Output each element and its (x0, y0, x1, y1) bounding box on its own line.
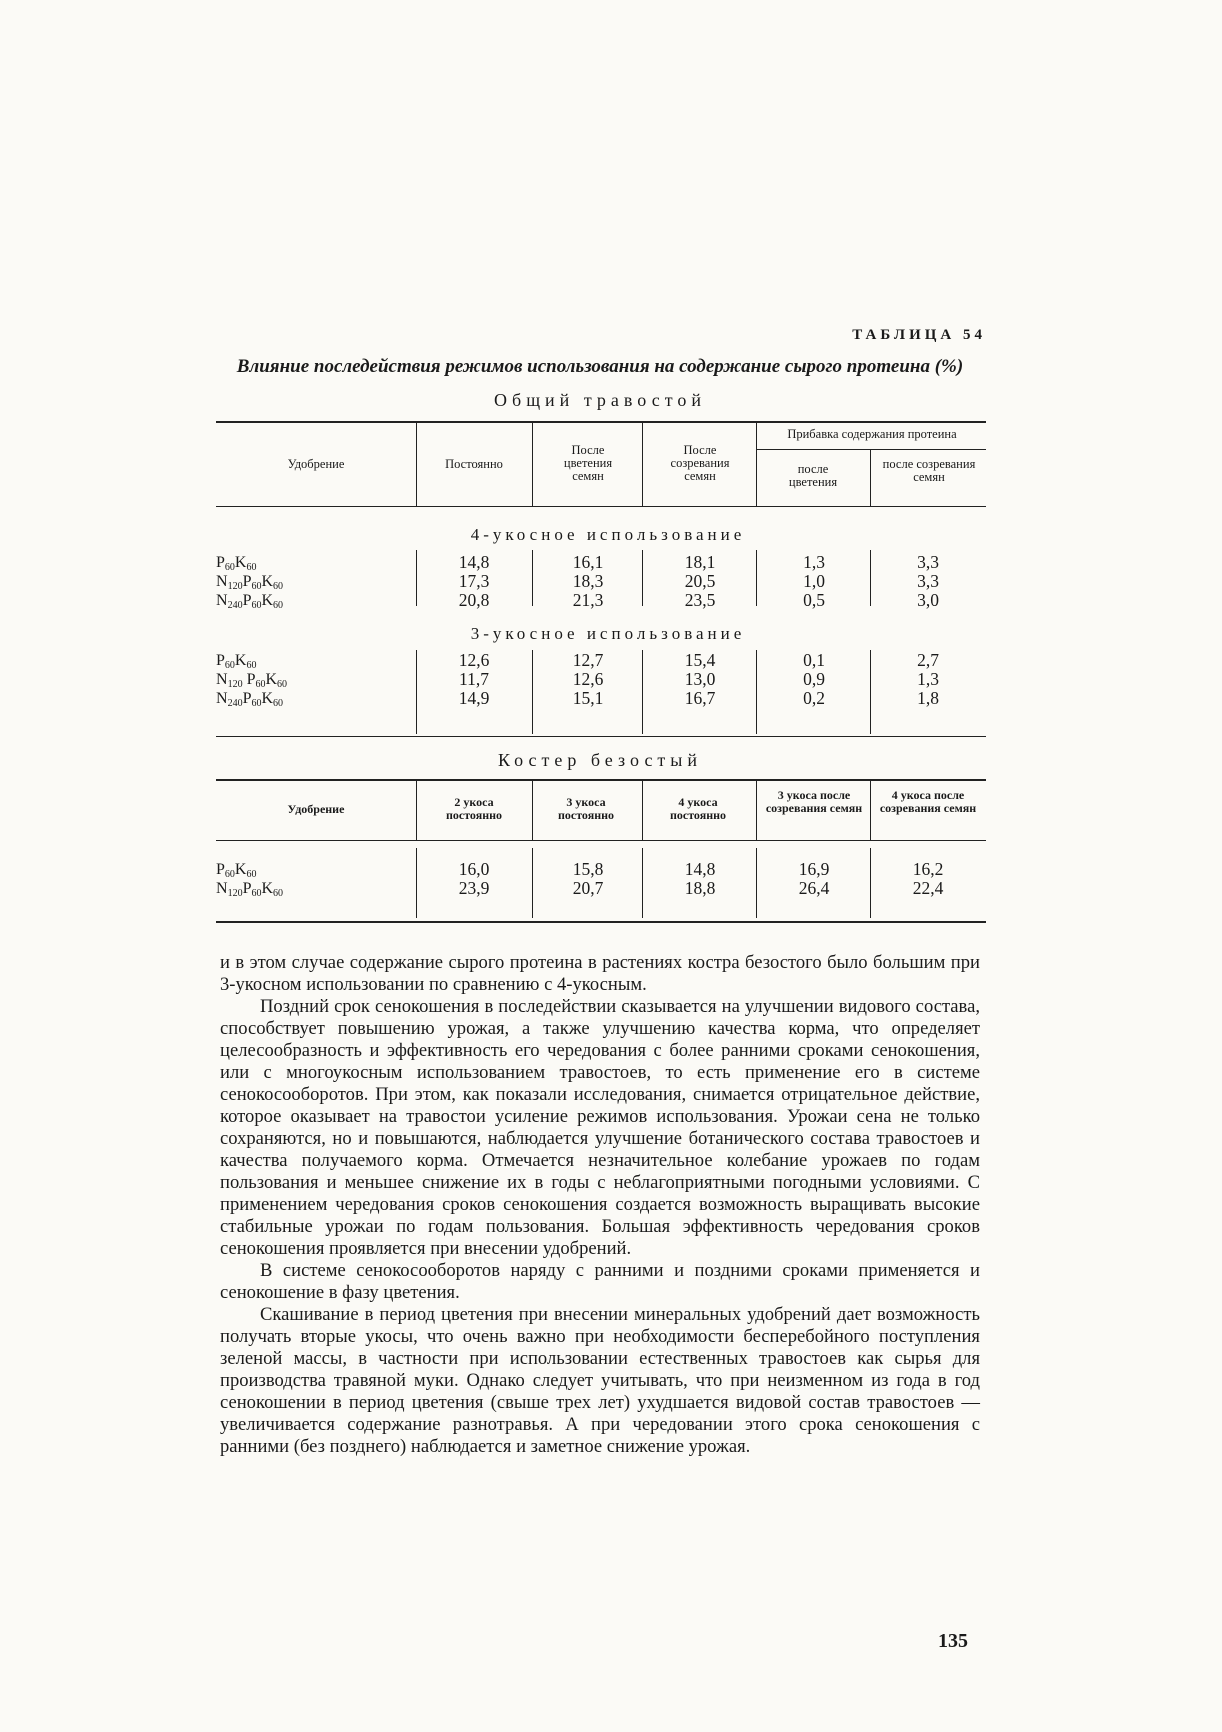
header-3cut-after-ripening: 3 укоса после созревания семян (765, 788, 863, 815)
col-divider (870, 449, 871, 506)
table-cell: 15,4 (684, 650, 716, 670)
col-divider (532, 421, 533, 506)
header-fertilizer: Удобрение (287, 457, 345, 471)
col-divider (416, 848, 417, 918)
table-cell: 14,9 (458, 688, 490, 708)
row-label-n240p60k60: $N_{240}P_{60}K_{60}$ (216, 690, 284, 709)
col-divider (416, 550, 417, 606)
table-cell: 18,3 (572, 571, 604, 591)
row-label-n240p60k60: $N_{240}P_{60}K_{60}$ (216, 592, 284, 611)
table-cell: 16,9 (798, 859, 830, 879)
table-cell: 16,0 (458, 859, 490, 879)
header-fertilizer: Удобрение (287, 802, 345, 816)
col-divider (756, 421, 757, 506)
group-title-3cut: 3-укосное использование (470, 624, 746, 643)
col-divider (416, 421, 417, 506)
table-cell: 18,8 (684, 878, 716, 898)
table-cell: 11,7 (459, 669, 489, 689)
col-divider (870, 650, 871, 734)
table-cell: 21,3 (572, 590, 604, 610)
col-divider (756, 848, 757, 918)
table-label: ТАБЛИЦА 54 (852, 327, 986, 343)
col-divider (642, 779, 643, 840)
table-cell: 20,8 (458, 590, 490, 610)
header-4cut-after-ripening: 4 укоса после созревания семян (879, 788, 977, 815)
increase-group-rule (756, 449, 986, 450)
table-cell: 3,0 (917, 590, 939, 610)
header-increase-group: Прибавка содержания протеина (787, 427, 957, 441)
table-cell: 16,7 (684, 688, 716, 708)
table1-top-rule (216, 421, 986, 423)
header-constant: Постоянно (445, 457, 503, 471)
row-label-p60k60: $P_{60}K_{60}$ (216, 861, 257, 880)
col-divider (642, 421, 643, 506)
table-cell: 12,7 (572, 650, 604, 670)
paragraph: и в этом случае содержание сырого протеина в растениях костра безостого было большим при 3-укосном использовании по сравнению с 4-укосным. (220, 952, 980, 995)
table-cell: 18,1 (684, 552, 716, 572)
table-cell: 20,7 (572, 878, 604, 898)
paragraph: В системе сенокосооборотов наряду с ранними и поздними сроками применяется и сенокошение в фазу цветения. (220, 1260, 980, 1303)
paragraph: Поздний срок сенокошения в последействии сказывается на улучшении видового состава, способствует повышению урожая, а также улучшению качества корма, что определяет целесообразность и эффективность его чередования с более ранними сроками сенокошения, или с многоукосным использованием травостоев, то есть применение его в системе сенокосооборотов. При этом, как показали исследования, снимается отрицательное действие, которое оказывает на травостои усиление режимов использования. Урожаи сена не только сохраняются, но и повышаются, наблюдается улучшение ботанического состава травостоев и качества получаемого корма. Отмечается незначительное колебание урожаев по годам пользования и меньшее снижение их в годы с неблагоприятными погодными условиями. С применением чередования сроков сенокошения создается возможность выращивать высокие стабильные урожаи по годам пользования. Большая эффективность чередования сроков сенокошения проявляется при внесении удобрений. (220, 996, 980, 1259)
col-divider (642, 848, 643, 918)
table2-bottom-rule (216, 921, 986, 923)
table-cell: 0,2 (803, 688, 825, 708)
col-divider (756, 550, 757, 606)
table-cell: 0,1 (803, 650, 825, 670)
col-divider (756, 779, 757, 840)
table-cell: 16,2 (912, 859, 944, 879)
table-cell: 0,5 (803, 590, 825, 610)
header-3cut-constant: 3 укоса постоянно (557, 795, 615, 822)
table-cell: 26,4 (798, 878, 830, 898)
section-title-brome: Костер безостый (497, 750, 703, 770)
table-cell: 15,8 (572, 859, 604, 879)
table2-header-rule (216, 840, 986, 841)
table-cell: 17,3 (458, 571, 490, 591)
table-cell: 2,7 (917, 650, 939, 670)
header-inc-after-flowering: после цветения (788, 462, 838, 489)
body-text (220, 952, 980, 1458)
col-divider (870, 848, 871, 918)
group-title-4cut: 4-укосное использование (470, 525, 746, 544)
row-label-n120p60k60: $N_{120}P_{60}K_{60}$ (216, 573, 284, 592)
table-cell: 23,5 (684, 590, 716, 610)
col-divider (532, 848, 533, 918)
col-divider (532, 650, 533, 734)
table-cell: 3,3 (917, 552, 939, 572)
table-cell: 12,6 (572, 669, 604, 689)
header-after-ripening: После созревания семян (670, 443, 730, 483)
table-cell: 14,8 (458, 552, 490, 572)
row-label-n120p60k60: $N_{120}$ $P_{60}K_{60}$ (216, 671, 288, 690)
row-label-p60k60: $P_{60}K_{60}$ (216, 652, 257, 671)
col-divider (532, 550, 533, 606)
header-4cut-constant: 4 укоса постоянно (669, 795, 727, 822)
table-cell: 23,9 (458, 878, 490, 898)
table-caption: Влияние последействия режимов использования на содержание сырого протеина (%) (236, 356, 964, 377)
table-cell: 14,8 (684, 859, 716, 879)
paragraph: Скашивание в период цветения при внесении минеральных удобрений дает возможность получать вторые укосы, что очень важно при необходимости бесперебойного поступления зеленой массы, в частности при использовании естественных травостоев как сырья для производства травяной муки. Однако следует учитывать, что при неизменном из года в год сенокошении в период цветения (свыше трех лет) ухудшается видовой состав травостоев — увеличивается содержание разнотравья. А при чередовании этого срока сенокошения с ранними (без позднего) наблюдается и заметное снижение урожая. (220, 1304, 980, 1457)
header-after-flowering: После цветения семян (563, 443, 613, 483)
table-cell: 20,5 (684, 571, 716, 591)
header-inc-after-ripening: после созревания семян (882, 457, 976, 484)
header-2cut-constant: 2 укоса постоянно (445, 795, 503, 822)
col-divider (416, 650, 417, 734)
table-cell: 15,1 (572, 688, 604, 708)
row-label-n120p60k60: $N_{120}P_{60}K_{60}$ (216, 880, 284, 899)
row-label-p60k60: $P_{60}K_{60}$ (216, 554, 257, 573)
table-cell: 3,3 (917, 571, 939, 591)
section-title-general: Общий травостой (494, 390, 706, 410)
table-cell: 1,3 (917, 669, 939, 689)
page-number: 135 (938, 1630, 968, 1652)
table-cell: 12,6 (458, 650, 490, 670)
col-divider (870, 779, 871, 840)
col-divider (642, 650, 643, 734)
table1-header-rule (216, 506, 986, 507)
table-cell: 13,0 (684, 669, 716, 689)
table-cell: 22,4 (912, 878, 944, 898)
col-divider (642, 550, 643, 606)
col-divider (756, 650, 757, 734)
col-divider (870, 550, 871, 606)
table-cell: 1,3 (803, 552, 825, 572)
col-divider (532, 779, 533, 840)
table-cell: 1,8 (917, 688, 939, 708)
table-cell: 1,0 (803, 571, 825, 591)
table1-bottom-rule (216, 736, 986, 737)
col-divider (416, 779, 417, 840)
table-cell: 0,9 (803, 669, 825, 689)
table-cell: 16,1 (572, 552, 604, 572)
